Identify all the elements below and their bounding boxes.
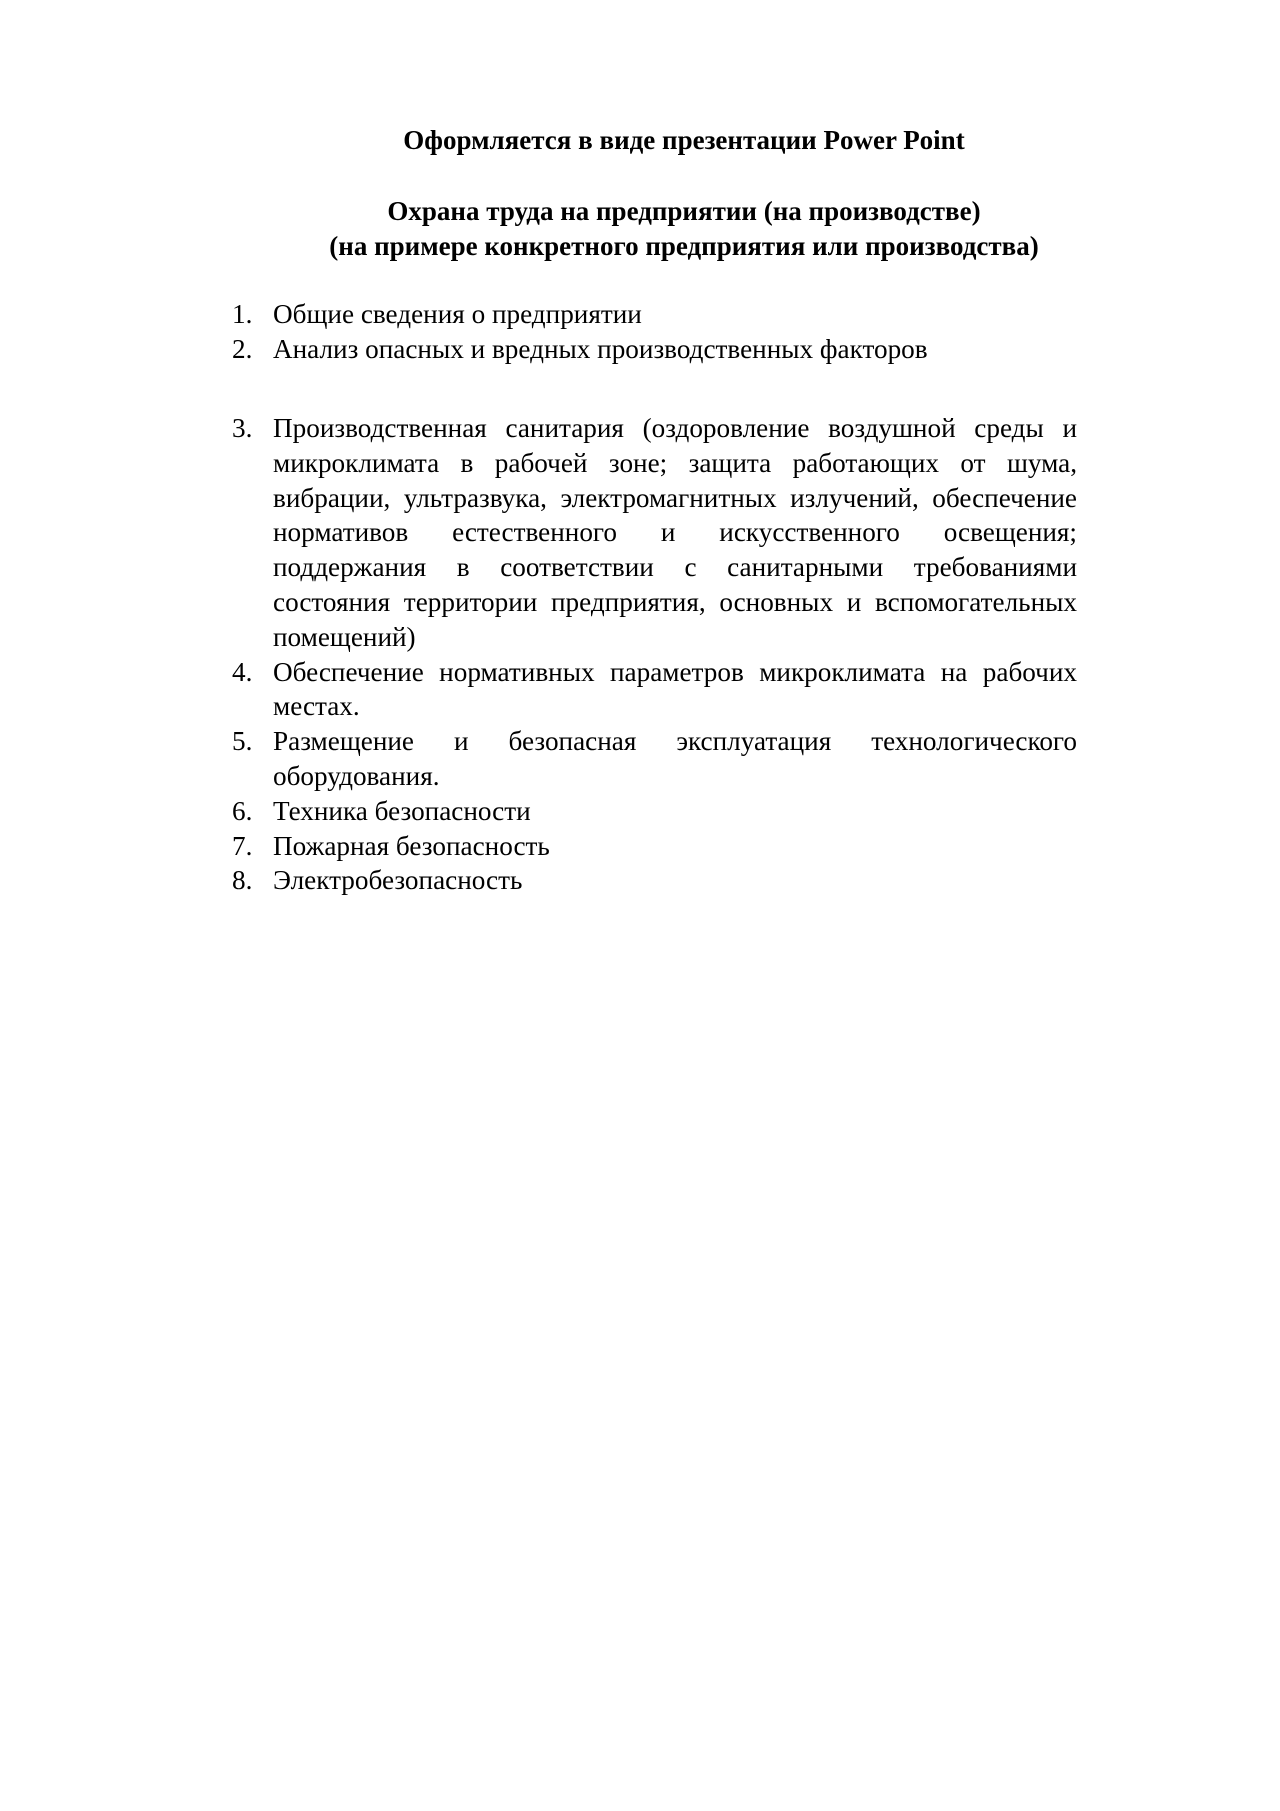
list-item-text: Техника безопасности	[273, 795, 531, 826]
list-item-number: 6.	[232, 795, 253, 826]
list-item-text: Размещение и безопасная эксплуатация технологического оборудования.	[273, 726, 1077, 791]
list-item-number: 7.	[232, 830, 253, 861]
list-item-text: Анализ опасных и вредных производственных факторов	[273, 333, 928, 364]
list-item	[232, 863, 1077, 898]
list-item	[232, 411, 1077, 655]
list-item	[232, 297, 1077, 332]
list-item-number: 2.	[232, 333, 253, 364]
list-item-number: 3.	[232, 413, 253, 443]
list-item	[232, 724, 1077, 794]
list-item-number: 5.	[232, 726, 253, 757]
numbered-list-part-2	[232, 411, 1077, 898]
list-item-text: Электробезопасность	[273, 865, 523, 896]
document-subtitle-line-1: Охрана труда на предприятии (на производстве)	[387, 196, 981, 226]
list-item-text: Производственная санитария (оздоровление воздушной среды и микроклимата в рабочей зоне; защита работающих от шума, вибрации, ультразвука, электромагнитных излучений, обеспечение нормативов естественного и искусственного освещения; поддержания в соответствии с санитарными требованиями состояния территории предприятия, основных и вспомогательных помещений)	[273, 413, 1077, 652]
list-item-text: Пожарная безопасность	[273, 830, 550, 861]
list-item	[232, 332, 1077, 367]
list-item-number: 1.	[232, 299, 253, 329]
document-title: Оформляется в виде презентации Power Point	[403, 125, 965, 155]
list-item-text: Общие сведения о предприятии	[273, 299, 642, 329]
list-item-number: 8.	[232, 865, 253, 896]
list-item	[232, 794, 1077, 829]
list-item-number: 4.	[232, 656, 253, 687]
document-subtitle-line-2: (на примере конкретного предприятия или производства)	[329, 231, 1039, 261]
numbered-list-part-1	[232, 297, 1077, 367]
list-item-text: Обеспечение нормативных параметров микроклимата на рабочих местах.	[273, 656, 1077, 722]
list-item	[232, 829, 1077, 864]
list-item	[232, 655, 1077, 725]
